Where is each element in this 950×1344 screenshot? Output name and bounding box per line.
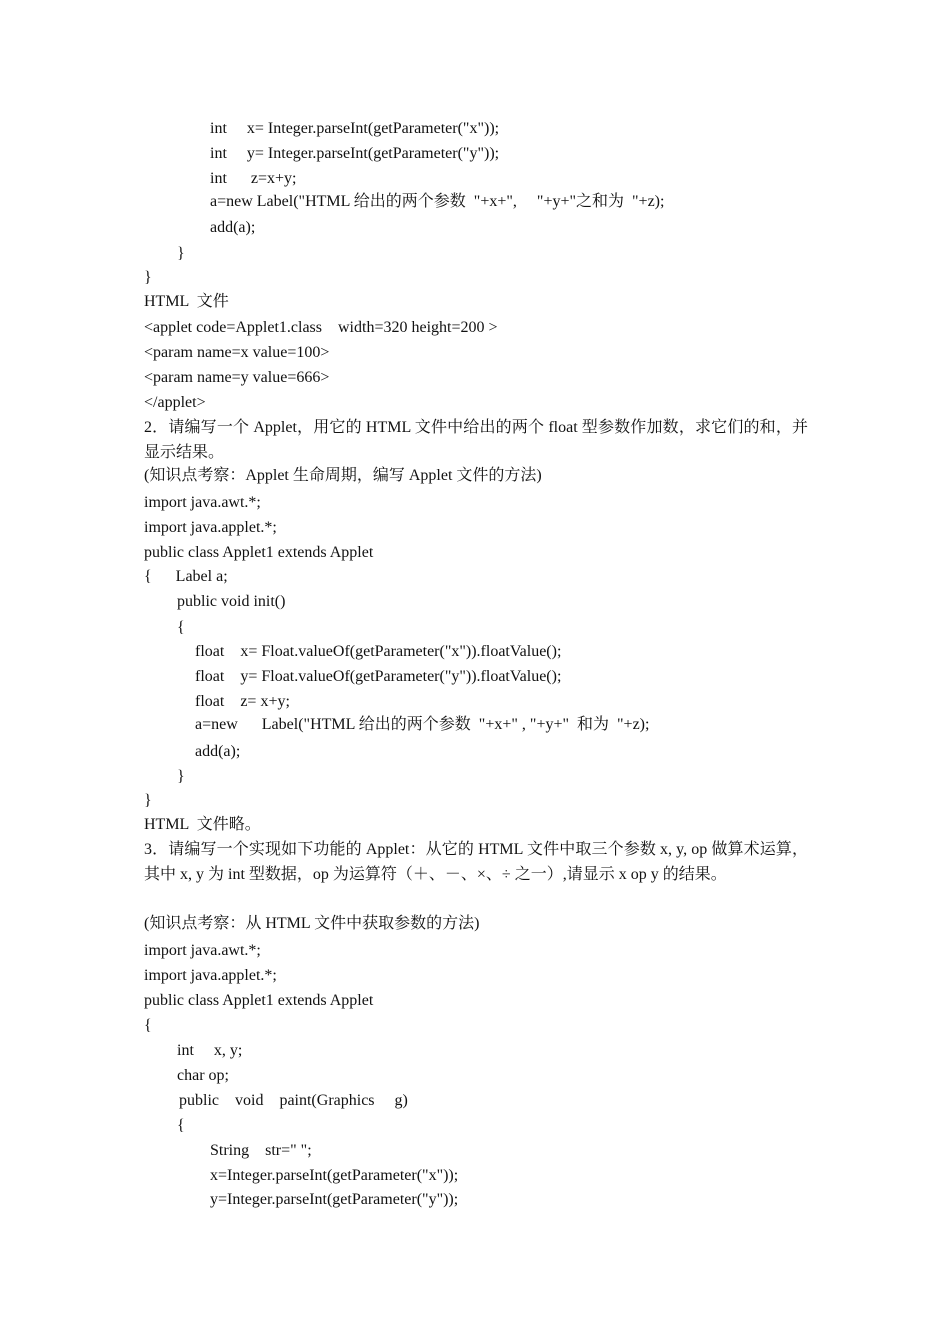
code-line: float x= Float.valueOf(getParameter("x")).floatValue(); bbox=[195, 643, 562, 660]
code-line: char op; bbox=[177, 1067, 229, 1084]
code-line: int z=x+y; bbox=[210, 170, 297, 187]
knowledge-note: (知识点考察：Applet 生命周期，编写 Applet 文件的方法) bbox=[144, 467, 542, 484]
code-line: } bbox=[177, 245, 185, 262]
code-line: y=Integer.parseInt(getParameter("y")); bbox=[210, 1191, 459, 1208]
code-line: { Label a; bbox=[144, 568, 228, 585]
code-line: int x= Integer.parseInt(getParameter("x")); bbox=[210, 120, 500, 137]
code-line: public class Applet1 extends Applet bbox=[144, 544, 374, 561]
code-line: { bbox=[177, 619, 185, 636]
code-line: import java.applet.*; bbox=[144, 519, 277, 536]
section-label: HTML 文件略。 bbox=[144, 816, 261, 833]
code-line: <param name=y value=666> bbox=[144, 369, 330, 386]
code-line: </applet> bbox=[144, 394, 206, 411]
code-line: a=new Label("HTML 给出的两个参数 "+x+" , "+y+" 和为 "+z); bbox=[195, 716, 650, 733]
code-line: float z= x+y; bbox=[195, 693, 290, 710]
code-line: float y= Float.valueOf(getParameter("y")).floatValue(); bbox=[195, 668, 562, 685]
question-3: 3．请编写一个实现如下功能的 Applet：从它的 HTML 文件中取三个参数 x, y, op 做算术运算，其中 x, y 为 int 型数据，op 为运算符（＋、－、×、÷ 之一）,请显示 x op y 的结果。 bbox=[144, 841, 808, 883]
code-line: import java.awt.*; bbox=[144, 942, 261, 959]
code-line: public class Applet1 extends Applet bbox=[144, 992, 374, 1009]
code-line: import java.awt.*; bbox=[144, 494, 261, 511]
code-line: int x, y; bbox=[177, 1042, 243, 1059]
code-line: public void init() bbox=[177, 593, 286, 610]
section-label: HTML 文件 bbox=[144, 293, 229, 310]
code-line: int y= Integer.parseInt(getParameter("y")); bbox=[210, 145, 500, 162]
code-line: add(a); bbox=[210, 219, 256, 236]
code-line: } bbox=[144, 792, 152, 809]
code-line: <applet code=Applet1.class width=320 height=200 > bbox=[144, 319, 498, 336]
code-line: import java.applet.*; bbox=[144, 967, 277, 984]
code-line: { bbox=[144, 1017, 152, 1034]
code-line: a=new Label("HTML 给出的两个参数 "+x+", "+y+"之和为 "+z); bbox=[210, 193, 665, 210]
code-line: String str=" "; bbox=[210, 1142, 312, 1159]
code-line: { bbox=[177, 1117, 185, 1134]
code-line: <param name=x value=100> bbox=[144, 344, 330, 361]
knowledge-note: (知识点考察：从 HTML 文件中获取参数的方法) bbox=[144, 915, 480, 932]
code-line: public void paint(Graphics g) bbox=[179, 1092, 408, 1109]
code-line: } bbox=[144, 269, 152, 286]
code-line: add(a); bbox=[195, 743, 241, 760]
question-2: 2．请编写一个 Applet，用它的 HTML 文件中给出的两个 float 型参数作加数，求它们的和，并显示结果。 bbox=[144, 419, 808, 461]
code-line: x=Integer.parseInt(getParameter("x")); bbox=[210, 1167, 459, 1184]
code-line: } bbox=[177, 768, 185, 785]
